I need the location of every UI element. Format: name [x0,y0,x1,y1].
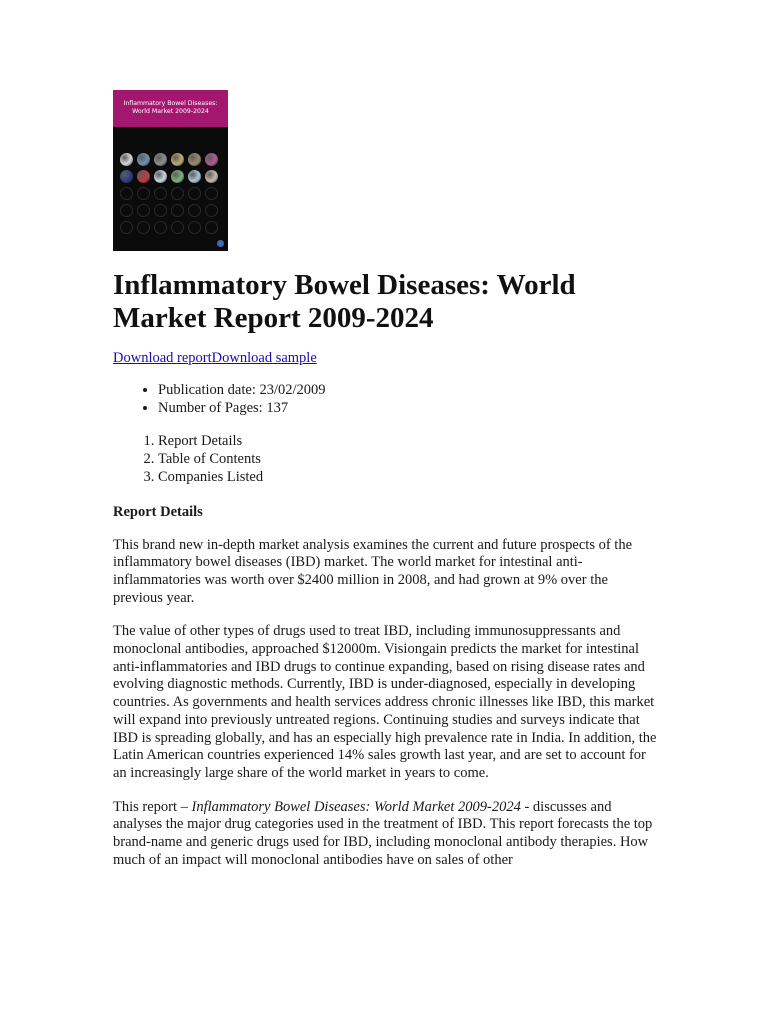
cover-circle-empty [120,221,133,234]
cover-circle [154,170,167,183]
cover-circle-empty [137,187,150,200]
cover-circle [137,170,150,183]
cover-circle [188,153,201,166]
report-details-heading: Report Details [113,503,203,520]
cover-circle-empty [154,204,167,217]
report-cover-image [113,90,228,251]
cover-circle [205,170,218,183]
report-title: Inflammatory Bowel Diseases: World Market Report 2009-2024 [113,269,576,334]
cover-circle-empty [137,221,150,234]
cover-circle-empty [188,204,201,217]
paragraph-suffix: - discusses and analyses the major drug categories used in the treatment of IBD. This report forecasts the top brand-name and generic drugs used for IBD, including monoclonal antibody therapies. How much of an impact will monoclonal antibodies have on sales of other [113,798,653,868]
cover-circle-empty [120,204,133,217]
cover-circle-empty [171,221,184,234]
report-sections-list [113,433,658,486]
report-meta-list [113,382,658,417]
cover-title-line1: Inflammatory Bowel Diseases: [123,100,218,107]
cover-circle [137,153,150,166]
cover-circle-empty [205,204,218,217]
body-paragraph: This brand new in-depth market analysis examines the current and future prospects of the inflammatory bowel diseases (IBD) market. The world market for intestinal anti-inflammatories was worth over $2400 million in 2008, and had grown at 9% over the previous year. [113,536,633,606]
section-companies-listed[interactable]: 3. Companies Listed [158,469,658,487]
report-page [113,90,658,869]
cover-circle [205,153,218,166]
cover-circle-empty [188,187,201,200]
cover-circle-empty [154,221,167,234]
cover-circle-empty [188,221,201,234]
cover-circle [120,153,133,166]
cover-circle-empty [154,187,167,200]
page-count: • Number of Pages: 137 [158,400,658,418]
cover-circle-empty [137,204,150,217]
cover-circle [171,153,184,166]
publication-date: • Publication date: 23/02/2009 [158,382,658,400]
cover-circle-empty [205,221,218,234]
download-report-link[interactable]: Download report [113,350,212,366]
download-sample-link[interactable]: Download sample [211,350,317,366]
download-links [113,349,658,367]
section-report-details[interactable]: 1. Report Details [158,433,658,451]
cover-circle [154,153,167,166]
paragraph-prefix: This report – [113,798,192,815]
body-paragraph: The value of other types of drugs used to treat IBD, including immunosuppressants and monoclonal antibodies, approached $12000m. Visiongain predicts the market for intestinal anti-inflammatories and IBD drugs to continue expanding, based on rising disease rates and evolving diagnostic methods. Currently, IBD is under-diagnosed, especially in developing countries. As governments and health services address chronic illnesses like IBD, this market will expand into previously untreated regions. Continuing studies and surveys indicate that IBD is spreading globally, and has an especially high prevalence rate in India. In addition, the Latin American countries experienced 14% sales growth last year, and are set to account for an increasingly large share of the world market in years to come. [113,623,657,781]
section-table-of-contents[interactable]: 2. Table of Contents [158,451,658,469]
report-title-italic: Inflammatory Bowel Diseases: World Market 2009-2024 [191,798,521,815]
cover-circle [188,170,201,183]
cover-title-band [113,90,228,127]
cover-circle-empty [171,204,184,217]
body-paragraph [113,799,658,870]
cover-circle-empty [171,187,184,200]
cover-circle-empty [120,187,133,200]
cover-circle [171,170,184,183]
publisher-logo-icon [217,240,224,247]
cover-circle-empty [205,187,218,200]
cover-circle [120,170,133,183]
cover-image-grid [120,153,224,234]
cover-title-line2: World Market 2009-2024 [132,108,209,115]
